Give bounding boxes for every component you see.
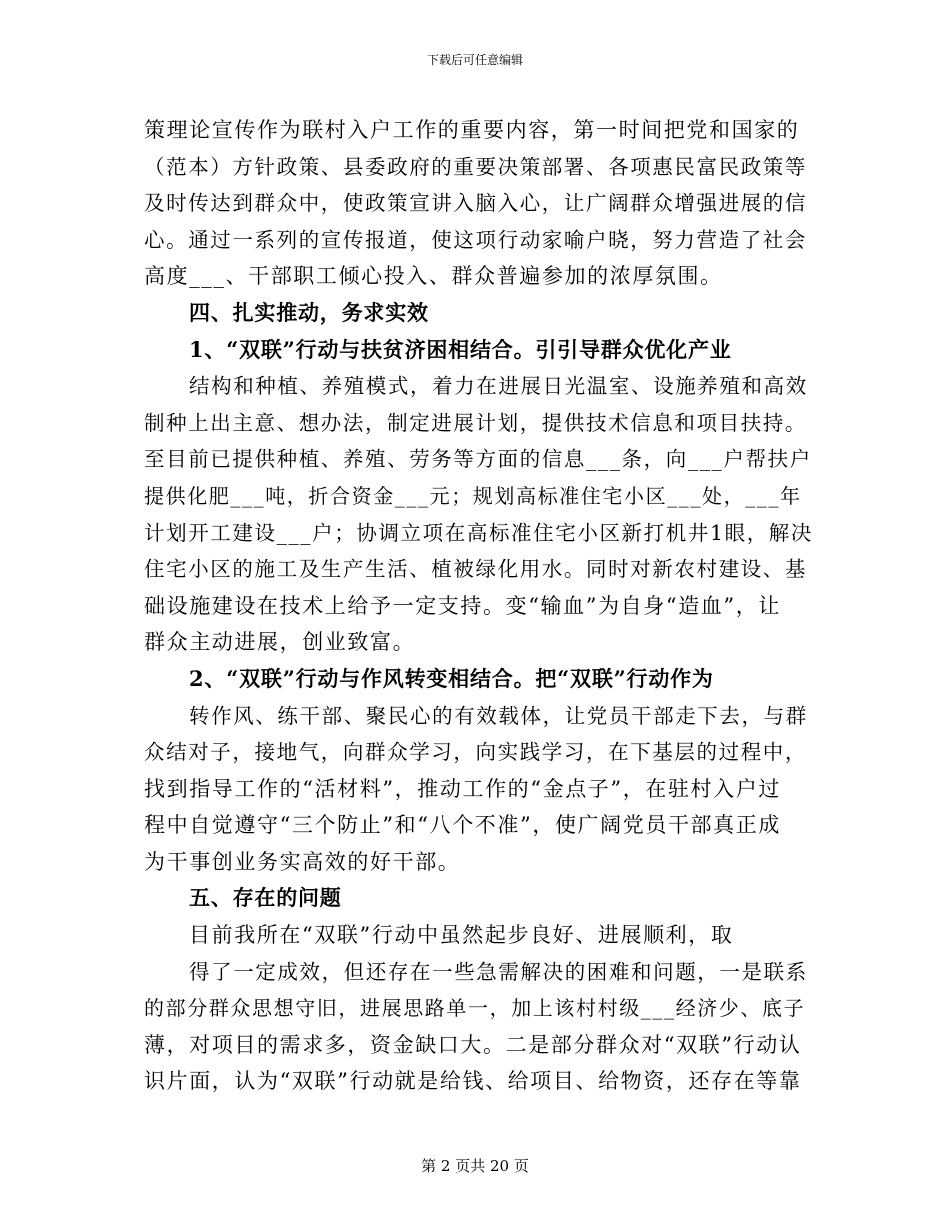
paragraph-line: 至目前已提供种植、养殖、劳务等方面的信息___条，向___户帮扶户 (144, 447, 812, 472)
paragraph-line: 众结对子，接地气，向群众学习，向实践学习，在下基层的过程中， (144, 740, 807, 765)
paragraph-line: 心。通过一系列的宣传报道，使这项行动家喻户晓，努力营造了社会 (144, 227, 807, 252)
page-header: 下载后可任意编辑 (426, 53, 523, 67)
subsection-heading: 1、“双联”行动与扶贫济困相结合。引引导群众优化产业 (189, 336, 732, 362)
paragraph-line: 识片面，认为“双联”行动就是给钱、给项目、给物资，还存在等靠 (144, 1069, 802, 1094)
paragraph-line: 转作风、练干部、聚民心的有效载体，让党员干部走下去，与群 (189, 703, 808, 728)
paragraph-line: 制种上出主意、想办法，制定进展计划，提供技术信息和项目扶持。 (144, 410, 807, 435)
paragraph-line: 高度___、干部职工倾心投入、群众普遍参加的浓厚氛围。 (144, 264, 723, 289)
paragraph-line: 的部分群众思想守旧，进展思路单一，加上该村村级___经济少、底子 (144, 996, 806, 1021)
paragraph-line: 为干事创业务实高效的好干部。 (144, 849, 461, 874)
paragraph-line: 及时传达到群众中，使政策宣讲入脑入心，让广阔群众增强进展的信 (144, 191, 807, 216)
paragraph-line: （范本）方针政策、县委政府的重要决策部署、各项惠民富民政策等 (144, 154, 807, 179)
paragraph-line: 础设施建设在技术上给予一定支持。变“输血”为自身“造血”，让 (144, 593, 781, 618)
paragraph-line: 提供化肥___吨，折合资金___元；规划高标准住宅小区___处，___年 (144, 483, 802, 508)
paragraph-line: 目前我所在“双联”行动中虽然起步良好、进展顺利，取 (189, 923, 734, 948)
document-body (144, 112, 814, 1100)
subsection-heading: 2、“双联”行动与作风转变相结合。把“双联”行动作为 (189, 665, 714, 691)
section-heading: 四、扎实推动，务求实效 (189, 299, 429, 325)
paragraph-line: 薄，对项目的需求多，资金缺口大。二是部分群众对“双联”行动认 (144, 1032, 802, 1057)
paragraph-line: 找到指导工作的“活材料”，推动工作的“金点子”，在驻村入户过 (144, 776, 781, 801)
paragraph-line: 得了一定成效，但还存在一些急需解决的困难和问题，一是联系 (189, 959, 808, 984)
paragraph-line: 群众主动进展，创业致富。 (144, 630, 416, 655)
section-heading: 五、存在的问题 (189, 885, 342, 911)
paragraph-line: 住宅小区的施工及生产生活、植被绿化用水。同时对新农村建设、基 (144, 557, 807, 582)
paragraph-line: 结构和种植、养殖模式，着力在进展日光温室、设施养殖和高效 (189, 374, 808, 399)
paragraph-line: 计划开工建设___户；协调立项在高标准住宅小区新打机井1眼，解决 (144, 520, 813, 545)
page-footer: 第 2 页共 20 页 (421, 1157, 529, 1175)
paragraph-line: 策理论宣传作为联村入户工作的重要内容，第一时间把党和国家的 (144, 118, 800, 142)
paragraph-line: 程中自觉遵守“三个防止”和“八个不准”，使广阔党员干部真正成 (144, 813, 781, 838)
